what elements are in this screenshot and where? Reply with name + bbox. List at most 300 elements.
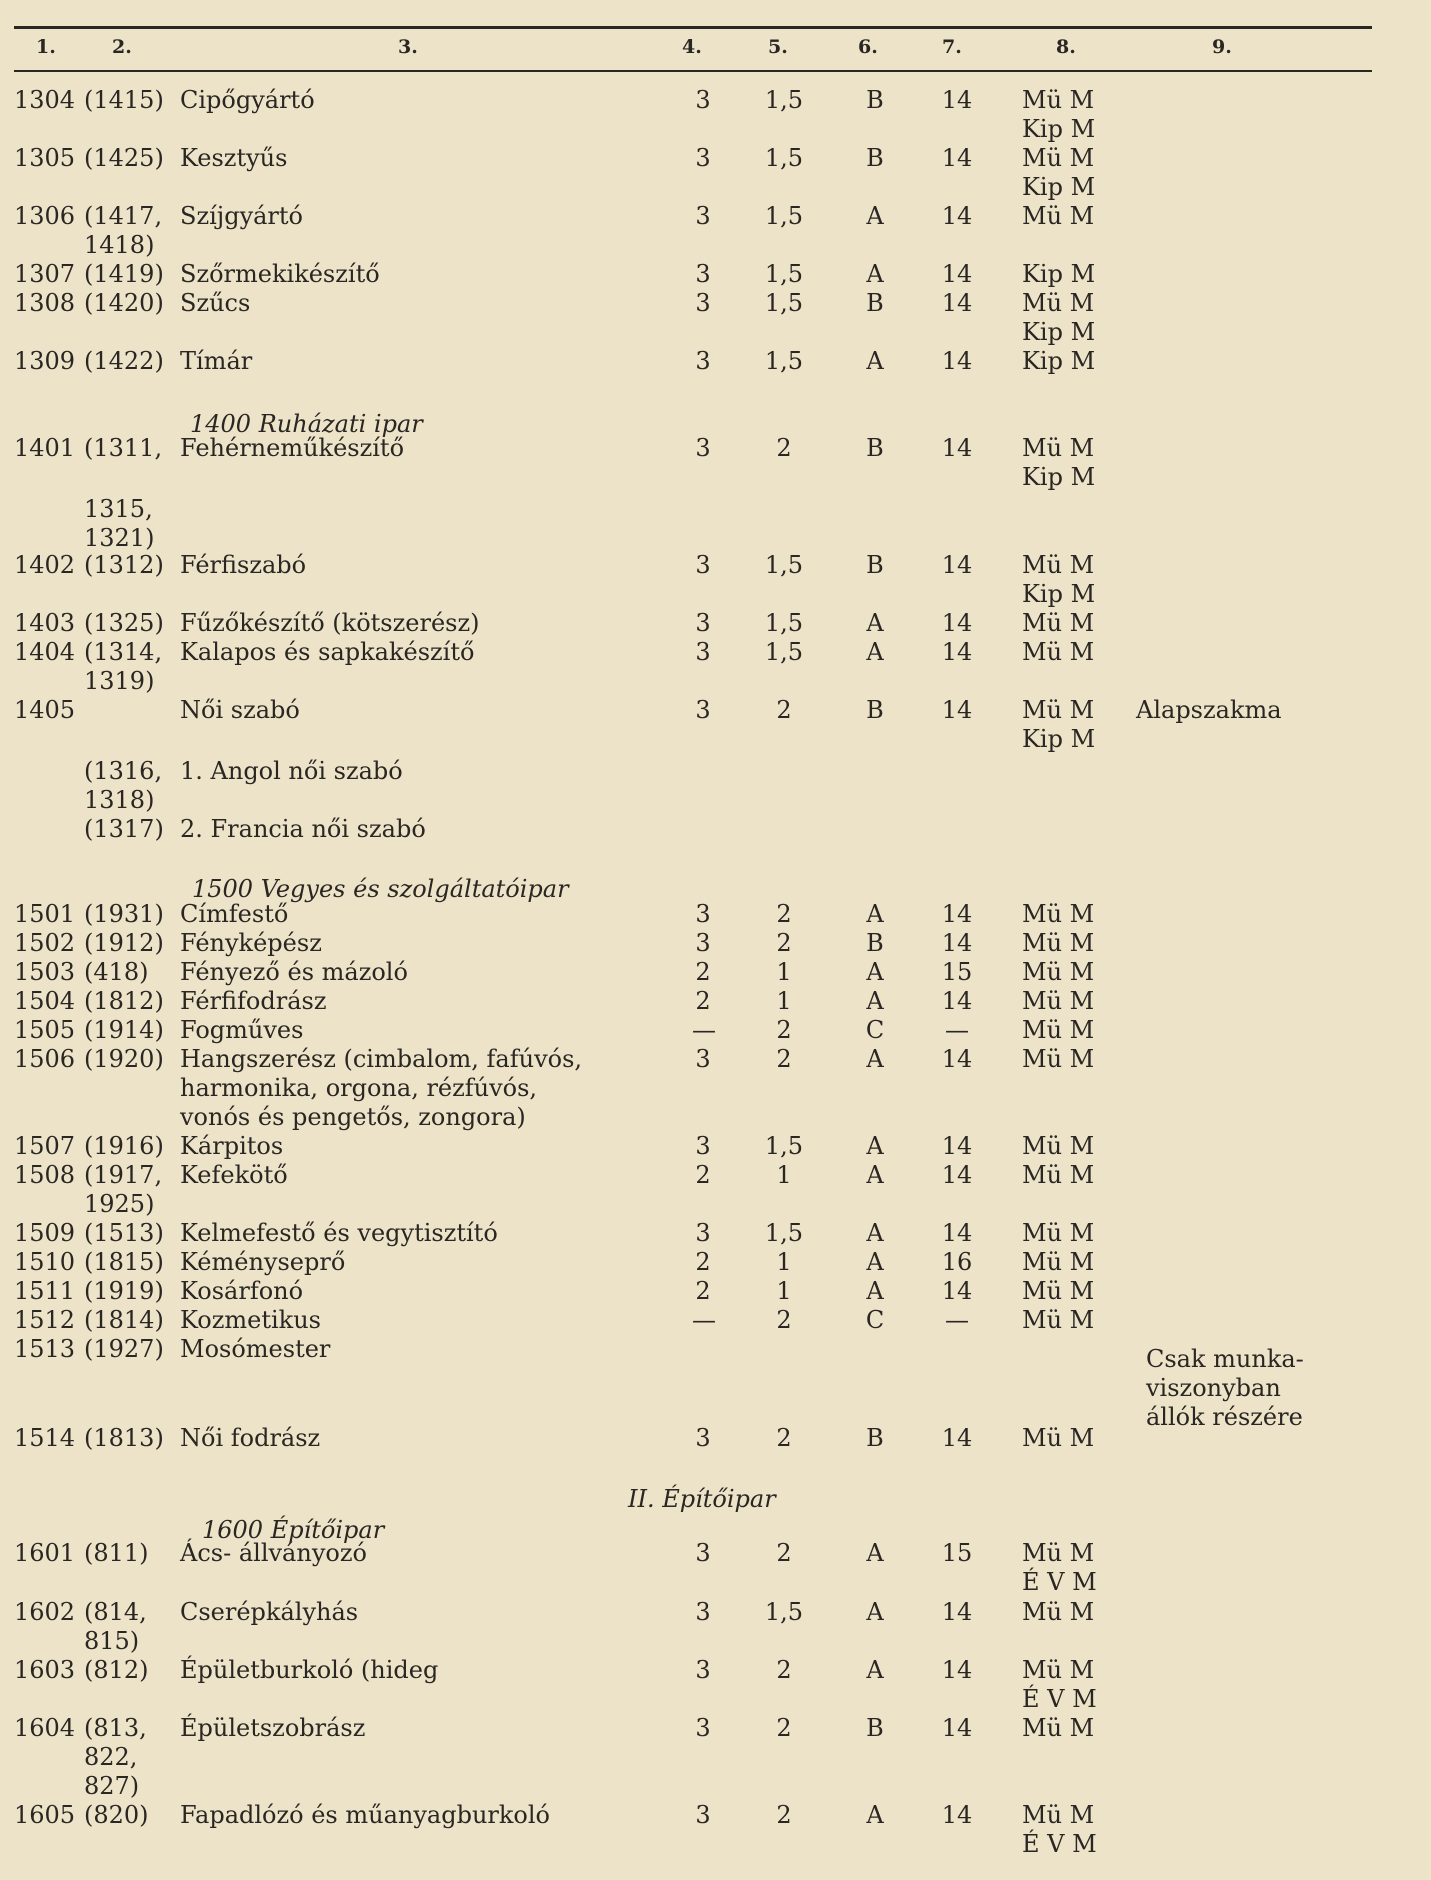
col4-cell: 3 — [695, 1132, 711, 1160]
trade-name-cell: Kefekötő — [180, 1161, 288, 1189]
header-rule-top — [14, 26, 1372, 29]
column-header: 5. — [768, 36, 788, 58]
col5-cell: 2 — [776, 1801, 792, 1829]
section-heading: 1400 Ruházati ipar — [190, 410, 423, 438]
ministry-cell: Kip M — [1022, 463, 1096, 491]
col6-cell: A — [866, 900, 884, 928]
ministry-cell: Mü M — [1022, 144, 1095, 172]
column-header: 2. — [112, 36, 132, 58]
col7-cell: 14 — [941, 260, 973, 288]
col7-cell: 14 — [941, 551, 973, 579]
code-cell: 1503 — [14, 958, 76, 986]
col6-cell: A — [866, 260, 884, 288]
col5-cell: 1 — [776, 1161, 792, 1189]
col7-cell: 14 — [941, 1219, 973, 1247]
old-code-cell: (1931) — [84, 900, 164, 928]
code-cell: 1305 — [14, 144, 76, 172]
code-cell: 1505 — [14, 1016, 76, 1044]
table-row — [0, 550, 1431, 580]
table-row — [0, 785, 1431, 815]
old-code-cell: (418) — [84, 958, 149, 986]
table-row — [0, 1684, 1431, 1714]
col5-cell: 1,5 — [764, 289, 804, 317]
old-code-cell: (1317) — [84, 815, 164, 843]
table-row — [0, 756, 1431, 786]
trade-name-cell: Hangszerész (cimbalom, fafúvós, — [180, 1045, 583, 1073]
ministry-cell: Mü M — [1022, 900, 1095, 928]
trade-name-cell: Címfestő — [180, 900, 289, 928]
old-code-cell: (813, — [84, 1714, 147, 1742]
old-code-cell: (1813) — [84, 1424, 164, 1452]
old-code-cell: (1419) — [84, 260, 164, 288]
col5-cell: 2 — [776, 900, 792, 928]
old-code-cell: 827) — [84, 1772, 140, 1800]
col7-cell: 14 — [941, 929, 973, 957]
col6-cell: A — [866, 1656, 884, 1684]
table-row — [0, 579, 1431, 609]
col5-cell: 1,5 — [764, 638, 804, 666]
table-row — [0, 1102, 1431, 1132]
col5-cell: 1,5 — [764, 347, 804, 375]
remark-line: viszonyban — [1146, 1374, 1281, 1402]
table-row — [0, 346, 1431, 376]
trade-name-cell: Épületburkoló (hideg — [180, 1656, 439, 1684]
col5-cell: 1,5 — [764, 551, 804, 579]
table-row — [0, 1247, 1431, 1277]
col6-cell: A — [866, 1219, 884, 1247]
ministry-cell: Mü M — [1022, 1306, 1095, 1334]
ministry-cell: Kip M — [1022, 580, 1096, 608]
ministry-cell: Mü M — [1022, 551, 1095, 579]
col5-cell: 1 — [776, 958, 792, 986]
col4-cell: 3 — [695, 696, 711, 724]
col7-cell: 14 — [941, 1424, 973, 1452]
col6-cell: A — [866, 958, 884, 986]
table-row — [0, 523, 1431, 553]
old-code-cell: (1420) — [84, 289, 164, 317]
ministry-cell: Kip M — [1022, 173, 1096, 201]
trade-name-cell: Kalapos és sapkakészítő — [180, 638, 475, 666]
ministry-cell: Mü M — [1022, 434, 1095, 462]
col4-cell: 2 — [695, 958, 711, 986]
col6-cell: B — [866, 1714, 884, 1742]
col5-cell: 1,5 — [764, 1598, 804, 1626]
old-code-cell: 1418) — [84, 231, 155, 259]
column-header: 9. — [1212, 36, 1232, 58]
code-cell: 1402 — [14, 551, 76, 579]
table-row — [0, 494, 1431, 524]
old-code-cell: (1312) — [84, 551, 164, 579]
ministry-cell: Mü M — [1022, 638, 1095, 666]
trade-name-cell: Fűzőkészítő (kötszerész) — [180, 609, 480, 637]
col7-cell: 14 — [941, 1801, 973, 1829]
col5-cell: 2 — [776, 1306, 792, 1334]
trade-name-cell: 2. Francia női szabó — [180, 815, 426, 843]
col6-cell: A — [866, 1248, 884, 1276]
ministry-cell: Mü M — [1022, 929, 1095, 957]
table-row — [0, 928, 1431, 958]
trade-name-cell: Férfiszabó — [180, 551, 307, 579]
ministry-cell: Mü M — [1022, 1045, 1095, 1073]
table-row — [0, 1742, 1431, 1772]
ministry-cell: Mü M — [1022, 1016, 1095, 1044]
table-row — [0, 85, 1431, 115]
table-row — [0, 1771, 1431, 1801]
col4-cell: 3 — [695, 1656, 711, 1684]
old-code-cell: (1916) — [84, 1132, 164, 1160]
table-row — [0, 1131, 1431, 1161]
old-code-cell: 1315, — [84, 495, 153, 523]
table-row — [0, 1305, 1431, 1335]
column-header: 4. — [682, 36, 702, 58]
table-row — [0, 814, 1431, 844]
code-cell: 1502 — [14, 929, 76, 957]
table-row — [0, 899, 1431, 929]
table-row — [0, 230, 1431, 260]
col5-cell: 2 — [776, 1045, 792, 1073]
old-code-cell: (1311, — [84, 434, 163, 462]
col4-cell: 3 — [695, 86, 711, 114]
col7-cell: 14 — [941, 1045, 973, 1073]
col4-cell: 3 — [695, 1714, 711, 1742]
code-cell: 1513 — [14, 1335, 76, 1363]
code-cell: 1309 — [14, 347, 76, 375]
trade-name-cell: Férfifodrász — [180, 987, 327, 1015]
ministry-cell: Mü M — [1022, 202, 1095, 230]
table-row — [0, 608, 1431, 638]
table-row — [0, 172, 1431, 202]
old-code-cell: (1325) — [84, 609, 164, 637]
code-cell: 1508 — [14, 1161, 76, 1189]
ministry-cell: Kip M — [1022, 260, 1096, 288]
col5-cell: 2 — [776, 1714, 792, 1742]
table-row — [0, 1073, 1431, 1103]
column-header: 1. — [36, 36, 56, 58]
ministry-cell: É V M — [1022, 1685, 1097, 1713]
col4-cell: 3 — [695, 202, 711, 230]
ministry-cell: Mü M — [1022, 1277, 1095, 1305]
col5-cell: 1 — [776, 987, 792, 1015]
col7-cell: — — [945, 1016, 969, 1044]
code-cell: 1507 — [14, 1132, 76, 1160]
code-cell: 1511 — [14, 1277, 76, 1305]
col7-cell: 14 — [941, 1161, 973, 1189]
code-cell: 1306 — [14, 202, 76, 230]
col6-cell: B — [866, 696, 884, 724]
col6-cell: A — [866, 1161, 884, 1189]
col5-cell: 1,5 — [764, 609, 804, 637]
col5-cell: 1 — [776, 1248, 792, 1276]
col7-cell: 14 — [941, 144, 973, 172]
col4-cell: 3 — [695, 1424, 711, 1452]
code-cell: 1605 — [14, 1801, 76, 1829]
remark-note — [1146, 1345, 1304, 1432]
ministry-cell: Mü M — [1022, 696, 1095, 724]
col7-cell: 14 — [941, 202, 973, 230]
ministry-cell: Mü M — [1022, 1714, 1095, 1742]
col7-cell: 15 — [941, 1539, 973, 1567]
table-row — [0, 462, 1431, 492]
trade-name-cell: Cipőgyártó — [180, 86, 315, 114]
trade-name-cell: Kesztyűs — [180, 144, 288, 172]
column-header: 8. — [1056, 36, 1076, 58]
col5-cell: 1 — [776, 1277, 792, 1305]
table-row — [0, 1044, 1431, 1074]
code-cell: 1603 — [14, 1656, 76, 1684]
col6-cell: A — [866, 609, 884, 637]
col5-cell: 2 — [776, 1016, 792, 1044]
code-cell: 1308 — [14, 289, 76, 317]
col5-cell: 2 — [776, 434, 792, 462]
remark-line: Csak munka- — [1146, 1345, 1304, 1373]
old-code-cell: (1914) — [84, 1016, 164, 1044]
col6-cell: A — [866, 1277, 884, 1305]
col7-cell: 14 — [941, 347, 973, 375]
col5-cell: 1,5 — [764, 260, 804, 288]
col7-cell: 14 — [941, 1598, 973, 1626]
table-row — [0, 1189, 1431, 1219]
col5-cell: 2 — [776, 1424, 792, 1452]
col4-cell: 3 — [695, 638, 711, 666]
code-cell: 1401 — [14, 434, 76, 462]
ministry-cell: Mü M — [1022, 1248, 1095, 1276]
code-cell: 1304 — [14, 86, 76, 114]
code-cell: 1514 — [14, 1424, 76, 1452]
col4-cell: 3 — [695, 347, 711, 375]
table-row — [0, 986, 1431, 1016]
trade-name-cell: vonós és pengetős, zongora) — [180, 1103, 526, 1131]
trade-name-cell: Mosómester — [180, 1335, 331, 1363]
col4-cell: 2 — [695, 1248, 711, 1276]
old-code-cell: (1917, — [84, 1161, 163, 1189]
col7-cell: 14 — [941, 1656, 973, 1684]
ministry-cell: Mü M — [1022, 609, 1095, 637]
col4-cell: 3 — [695, 1539, 711, 1567]
column-header: 7. — [942, 36, 962, 58]
ministry-cell: Mü M — [1022, 1132, 1095, 1160]
col4-cell: 3 — [695, 144, 711, 172]
table-row — [0, 1597, 1431, 1627]
old-code-cell: (820) — [84, 1801, 149, 1829]
table-row — [0, 1015, 1431, 1045]
section-heading: 1600 Építőipar — [202, 1516, 385, 1544]
col4-cell: 3 — [695, 929, 711, 957]
col4-cell: 3 — [695, 1045, 711, 1073]
old-code-cell: 822, — [84, 1743, 138, 1771]
table-row — [0, 957, 1431, 987]
ministry-cell: Mü M — [1022, 1801, 1095, 1829]
trade-name-cell: Szíjgyártó — [180, 202, 303, 230]
trade-name-cell: Kozmetikus — [180, 1306, 321, 1334]
col4-cell: — — [692, 1306, 716, 1334]
code-cell: 1405 — [14, 696, 76, 724]
col7-cell: 14 — [941, 987, 973, 1015]
table-row — [0, 114, 1431, 144]
col6-cell: C — [865, 1306, 885, 1334]
trade-name-cell: Fehérneműkészítő — [180, 434, 405, 462]
column-header: 3. — [398, 36, 418, 58]
trade-name-cell: Fényképész — [180, 929, 322, 957]
col6-cell: B — [866, 434, 884, 462]
old-code-cell: (811) — [84, 1539, 149, 1567]
old-code-cell: (1812) — [84, 987, 164, 1015]
col6-cell: B — [866, 929, 884, 957]
col6-cell: A — [866, 638, 884, 666]
table-row — [0, 317, 1431, 347]
table-row — [0, 1713, 1431, 1743]
table-row — [0, 1829, 1431, 1859]
ministry-cell: Kip M — [1022, 318, 1096, 346]
col4-cell: — — [692, 1016, 716, 1044]
trade-name-cell: Fogműves — [180, 1016, 304, 1044]
old-code-cell: 1925) — [84, 1190, 155, 1218]
old-code-cell: (1422) — [84, 347, 164, 375]
old-code-cell: 1318) — [84, 786, 155, 814]
old-code-cell: (1912) — [84, 929, 164, 957]
remark-cell: Alapszakma — [1136, 696, 1282, 724]
col7-cell: 14 — [941, 1714, 973, 1742]
trade-name-cell: Kárpitos — [180, 1132, 284, 1160]
col5-cell: 2 — [776, 1539, 792, 1567]
ministry-cell: Mü M — [1022, 1539, 1095, 1567]
col4-cell: 3 — [695, 1801, 711, 1829]
table-row — [0, 1800, 1431, 1830]
ministry-cell: Kip M — [1022, 347, 1096, 375]
old-code-cell: (1814) — [84, 1306, 164, 1334]
ministry-cell: Mü M — [1022, 1656, 1095, 1684]
trade-name-cell: Épületszobrász — [180, 1714, 366, 1742]
old-code-cell: (1927) — [84, 1335, 164, 1363]
table-row — [0, 695, 1431, 725]
col4-cell: 3 — [695, 289, 711, 317]
col6-cell: A — [866, 347, 884, 375]
code-cell: 1307 — [14, 260, 76, 288]
table-row — [0, 259, 1431, 289]
col4-cell: 2 — [695, 987, 711, 1015]
trade-name-cell: Ács- állványozó — [180, 1539, 367, 1567]
table-row — [0, 1655, 1431, 1685]
col4-cell: 3 — [695, 1598, 711, 1626]
col7-cell: — — [945, 1306, 969, 1334]
col4-cell: 3 — [695, 434, 711, 462]
col6-cell: A — [866, 987, 884, 1015]
col5-cell: 1,5 — [764, 1132, 804, 1160]
old-code-cell: (1415) — [84, 86, 164, 114]
trade-name-cell: 1. Angol női szabó — [180, 757, 403, 785]
code-cell: 1602 — [14, 1598, 76, 1626]
col7-cell: 14 — [941, 86, 973, 114]
col7-cell: 14 — [941, 638, 973, 666]
trade-name-cell: Női fodrász — [180, 1424, 321, 1452]
ministry-cell: É V M — [1022, 1830, 1097, 1858]
table-row — [0, 724, 1431, 754]
old-code-cell: (814, — [84, 1598, 147, 1626]
ministry-cell: Mü M — [1022, 289, 1095, 317]
col7-cell: 14 — [941, 900, 973, 928]
col6-cell: A — [866, 1539, 884, 1567]
table-row — [0, 288, 1431, 318]
code-cell: 1404 — [14, 638, 76, 666]
trade-name-cell: Cserépkályhás — [180, 1598, 359, 1626]
col5-cell: 1,5 — [764, 86, 804, 114]
table-row — [0, 1538, 1431, 1568]
col6-cell: B — [866, 1424, 884, 1452]
table-row — [0, 1276, 1431, 1306]
col7-cell: 14 — [941, 696, 973, 724]
ministry-cell: Mü M — [1022, 86, 1095, 114]
col7-cell: 15 — [941, 958, 973, 986]
col6-cell: C — [865, 1016, 885, 1044]
col5-cell: 2 — [776, 1656, 792, 1684]
old-code-cell: 1319) — [84, 667, 155, 695]
col7-cell: 14 — [941, 289, 973, 317]
code-cell: 1604 — [14, 1714, 76, 1742]
table-row — [0, 143, 1431, 173]
trade-name-cell: Fapadlózó és műanyagburkoló — [180, 1801, 550, 1829]
table-row — [0, 201, 1431, 231]
trade-name-cell: Szűcs — [180, 289, 251, 317]
old-code-cell: (1815) — [84, 1248, 164, 1276]
table-row — [0, 666, 1431, 696]
table-row — [0, 1218, 1431, 1248]
old-code-cell: (1920) — [84, 1045, 164, 1073]
col5-cell: 2 — [776, 696, 792, 724]
col4-cell: 2 — [695, 1161, 711, 1189]
remark-line: állók részére — [1146, 1403, 1303, 1431]
ministry-cell: Mü M — [1022, 958, 1095, 986]
ministry-cell: Mü M — [1022, 1219, 1095, 1247]
old-code-cell: (1316, — [84, 757, 163, 785]
code-cell: 1510 — [14, 1248, 76, 1276]
ministry-cell: Kip M — [1022, 725, 1096, 753]
trade-name-cell: harmonika, orgona, rézfúvós, — [180, 1074, 538, 1102]
col7-cell: 14 — [941, 609, 973, 637]
col4-cell: 3 — [695, 551, 711, 579]
trade-name-cell: Szőrmekikészítő — [180, 260, 380, 288]
table-row — [0, 637, 1431, 667]
col7-cell: 14 — [941, 434, 973, 462]
code-cell: 1504 — [14, 987, 76, 1015]
col6-cell: A — [866, 1132, 884, 1160]
col6-cell: A — [866, 1801, 884, 1829]
code-cell: 1501 — [14, 900, 76, 928]
ministry-cell: Mü M — [1022, 1424, 1095, 1452]
old-code-cell: 1321) — [84, 524, 155, 552]
old-code-cell: 815) — [84, 1627, 140, 1655]
col5-cell: 1,5 — [764, 202, 804, 230]
col5-cell: 1,5 — [764, 1219, 804, 1247]
table-row — [0, 1626, 1431, 1656]
col6-cell: A — [866, 202, 884, 230]
col4-cell: 3 — [695, 1219, 711, 1247]
trade-name-cell: Kosárfonó — [180, 1277, 304, 1305]
old-code-cell: (1919) — [84, 1277, 164, 1305]
section-heading: II. Építőipar — [628, 1485, 776, 1513]
ministry-cell: Mü M — [1022, 1598, 1095, 1626]
code-cell: 1403 — [14, 609, 76, 637]
col7-cell: 14 — [941, 1132, 973, 1160]
code-cell: 1506 — [14, 1045, 76, 1073]
col7-cell: 16 — [941, 1248, 973, 1276]
col6-cell: A — [866, 1598, 884, 1626]
col6-cell: B — [866, 144, 884, 172]
trade-name-cell: Női szabó — [180, 696, 300, 724]
col5-cell: 2 — [776, 929, 792, 957]
trade-name-cell: Fényező és mázoló — [180, 958, 408, 986]
trade-name-cell: Tímár — [180, 347, 253, 375]
column-header: 6. — [858, 36, 878, 58]
col4-cell: 3 — [695, 260, 711, 288]
